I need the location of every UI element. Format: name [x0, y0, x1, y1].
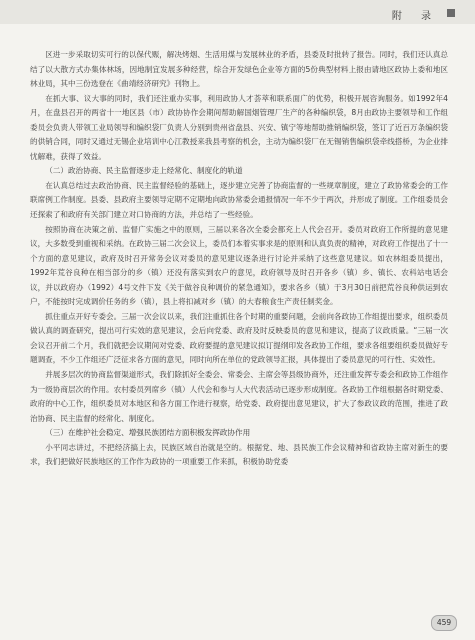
- paragraph: 按照协商在决策之前、监督广实施之中的原则，三届以来各次全委会都充上人代会召开。委员对政府工作所提的意见建议，大多数受到重视和采纳。在政协三届二次会议上，委员们本着实事求是的原则和认真负责的精神，对政府工作提出了十一个方面的意见建议，政府及时召开常务会议对委员的意见建议逐条进行讨论并采纳了这些意见建议。如农林组委员提出，1992年荒谷良种在相当部分的乡（镇）还没有落实到农户的意见，政府领导及时召开各乡（镇）乡、镇长、农科站电话会议，并以政府办（1992）4号文件下发《关于做谷良种调价的紧急通知》，要求各乡（镇）于3月30日前把荒谷良种供运到农户，不能按时完成调价任务的乡（镇），县上将扣减对乡（镇）的大春粮食生产责任制奖金。: [30, 224, 448, 307]
- section-heading: （二）政治协商、民主监督逐步走上经常化、制度化的轨道: [45, 166, 243, 176]
- header-label: 附 录: [391, 11, 439, 22]
- page-number: 459: [431, 615, 457, 631]
- running-header: [0, 0, 475, 24]
- section-heading: （三）在维护社会稳定、增强民族团结方面积极发挥政协作用: [45, 428, 251, 438]
- paragraph: 在认真总结过去政治协商、民主监督经验的基础上，逐步建立完善了协商监督的一些规章制度，建立了政协常委会的工作联席例工作制度。县委、县政府主要领导定期不定期地向政协常委会通报情况一年不少于两次，并形成了制度。工作组委员会还探索了和政府有关部门建立对口协商的方法，并总结了一些经验。: [30, 180, 448, 220]
- paragraph: 并展多层次的协商监督渠道形式，我们除抓好全委会、常委会、主席会等县级协商外，还注重发挥专委会和政协工作组作为一级协商层次的作用。农村委员列席乡（镇）人代会和参与人大代表活动已逐步形成制度。各政协工作组根据各时期党委、政府的中心工作，组织委员对本地区和各方面工作进行视察，给党委、政府提出意见建议，扩大了参政议政的范围，推进了政治协商、民主监督的经常化、制度化。: [30, 370, 448, 423]
- header-marker-icon: [447, 9, 455, 17]
- paragraph: 在抓大事、议大事的同时，我们还注重办实事，利用政协人才荟萃和联系面广的优势，积极开展咨询服务。如1992年4月，在盘县召开的两省十一地区县（市）政协协作会期间帮助解国烟管理厂生产的各种编织袋，8月由政协主要领导和工作组委员会负责人带领工业局领导和编织袋厂负责人分别到贵州省盘县、兴安、镇宁等地帮助推销编织袋，签订了近百万条编织袋的供销合同，同时又通过无锡企业培训中心江教授来我县考察的机会，主动为编织袋厂在无锡销售编织袋牵线搭桥，为企业排忧解难，获得了效益。: [30, 93, 448, 161]
- paragraph: 抓住重点开好专委会。三届一次会议以来，我们注重抓住各个时期的重要问题，会前向各政协工作组提出要求，组织委员做认真的调查研究，提出可行实效的意见建议，会后向党委、政府及时反映委员的意见和建议，提高了议政质量。“三届一次会议召开前二个月，我们就把会议期间对党委、政府要提的意见建议拟订提纲印发各政协工作组，要求各组要组织委员做好专题调查，不少工作组还广泛征求各方面的意见，同时向所在单位的党政领导汇报，具体提出了委员意见的可行性、实效性。: [30, 311, 448, 365]
- paragraph: 区进一步采取切实可行的以保代赈，解决烤烟、生活用煤与发展林业的矛盾，县委及时批转了报告。同时，我们还认真总结了以大散方式办集体林场，因地制宜发展多种经营，综合开发绿色企业等方面的5份典型材料上报由请地区政协上委和地区林业局，其中三份选登在《曲靖经济研究》刊物上。: [30, 50, 448, 89]
- paragraph: 小平同志讲过，不把经济搞上去，民族区域自治就是空的。根据党、地、县民族工作会议精神和省政协主席对新生的要求，我们把做好民族地区的工作作为政协的一项重要工作来抓，积极协助党委: [30, 442, 448, 467]
- body-text: [30, 48, 448, 470]
